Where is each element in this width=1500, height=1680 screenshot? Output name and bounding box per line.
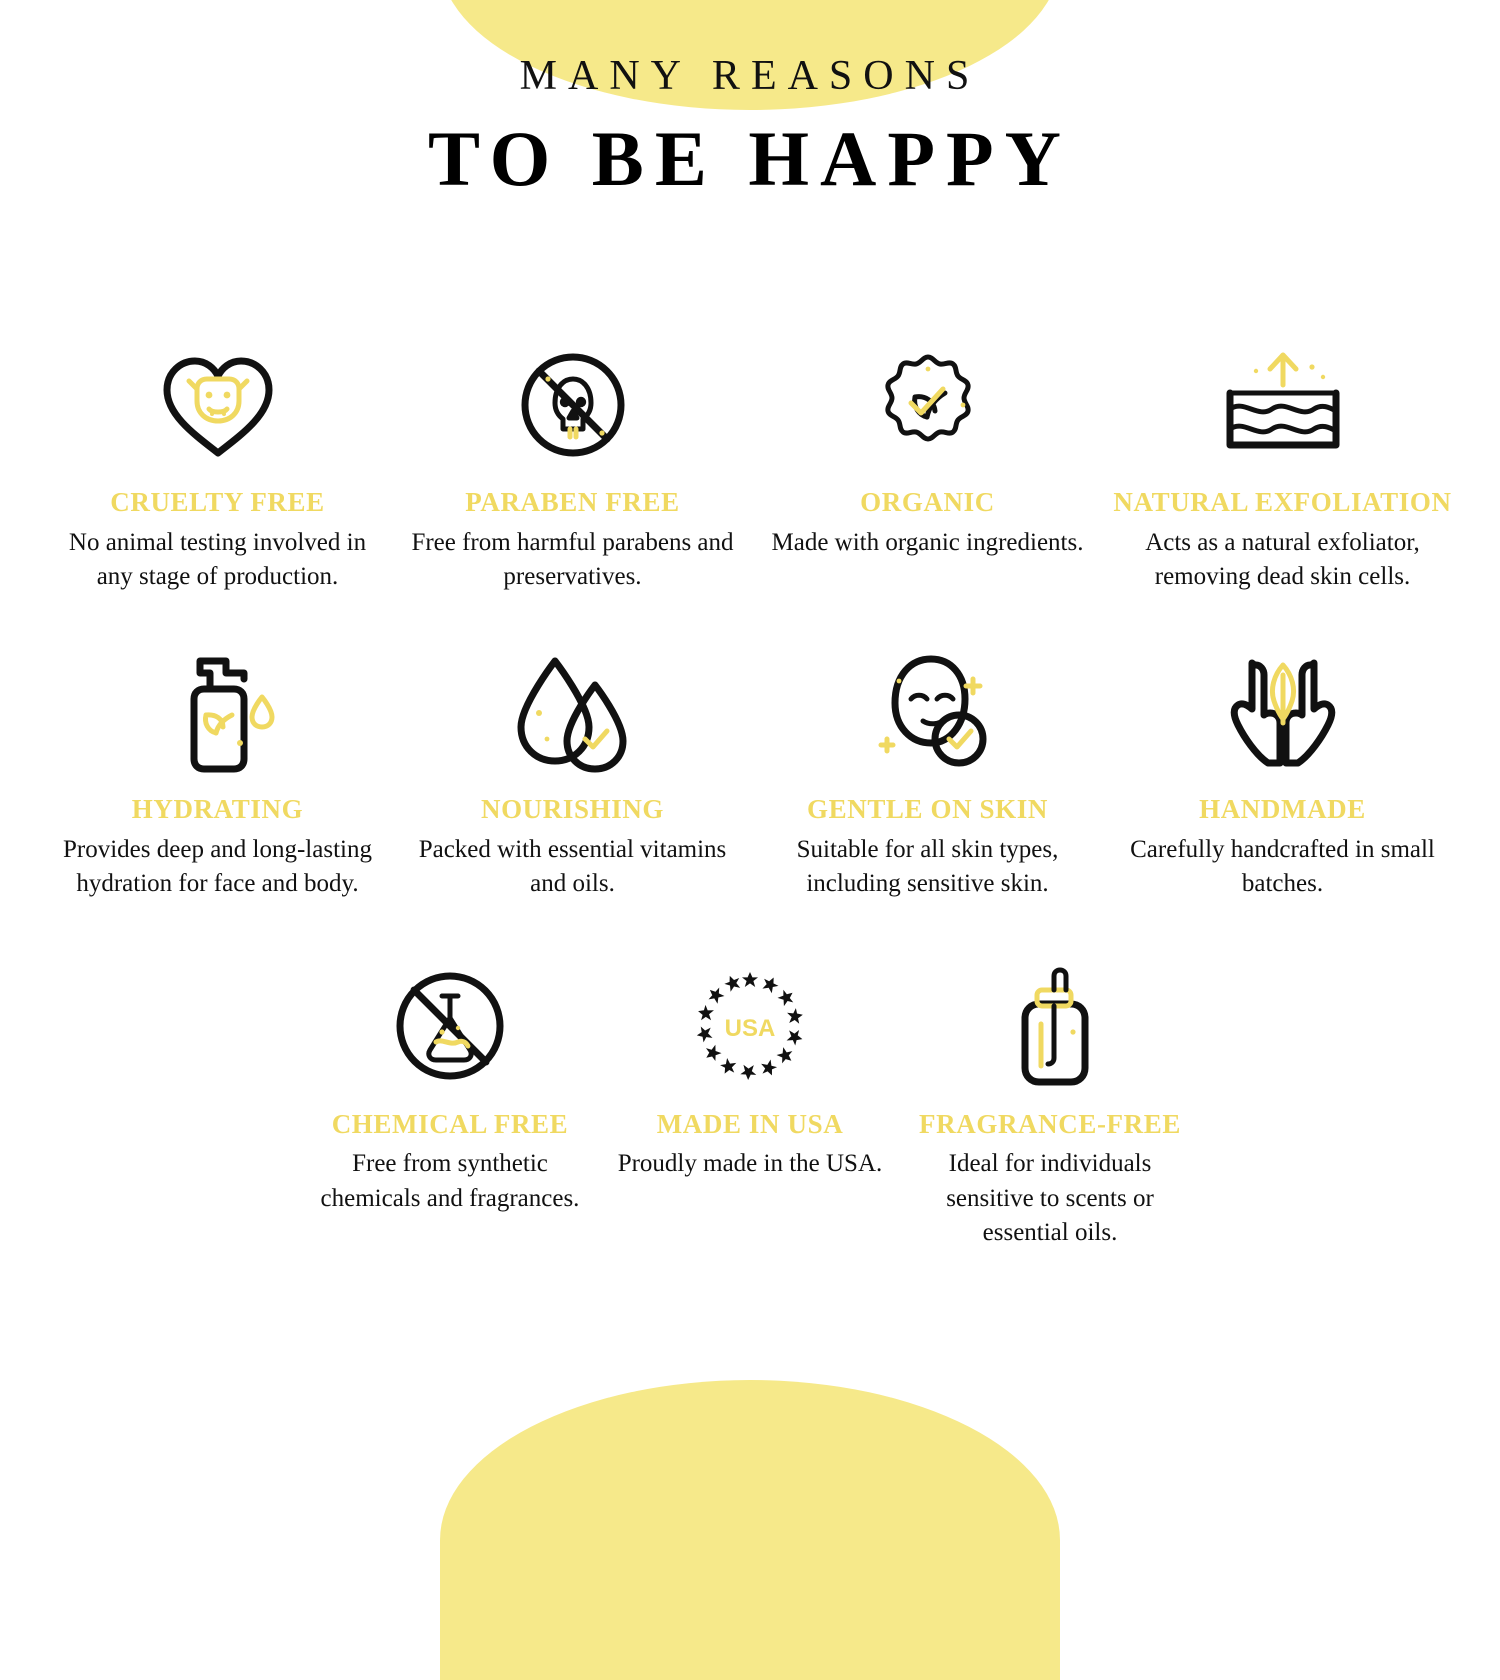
water-drops-check-icon (503, 647, 643, 777)
benefit-chemical-free (300, 962, 600, 1251)
benefits-row-3 (40, 962, 1460, 1251)
benefit-paraben-free (395, 340, 750, 595)
benefit-desc: Free from synthetic chemicals and fragrances. (320, 1150, 580, 1212)
dropper-bottle-icon (985, 962, 1115, 1092)
title-line-1: MANY REASONS (519, 53, 981, 99)
benefits-grid (40, 340, 1460, 1251)
organic-leaf-badge-icon (863, 340, 993, 470)
benefit-desc: Proudly made in the USA. (617, 1150, 883, 1178)
benefit-title: HANDMADE (1199, 793, 1366, 824)
benefit-desc: Suitable for all skin types, including sensitive skin. (796, 835, 1059, 897)
benefits-row-2 (40, 647, 1460, 902)
benefit-title: CHEMICAL FREE (331, 1108, 569, 1139)
benefit-organic (750, 340, 1105, 595)
title-line-2: TO BE HAPPY (428, 115, 1072, 202)
benefit-title: FRAGRANCE-FREE (919, 1108, 1181, 1139)
benefit-desc: Provides deep and long-lasting hydration for face and body. (63, 835, 372, 897)
benefit-desc: No animal testing involved in any stage of production. (68, 528, 367, 591)
benefit-natural-exfoliation (1105, 340, 1460, 595)
benefit-title: NOURISHING (480, 793, 665, 824)
benefit-fragrance-free (900, 962, 1200, 1251)
benefit-handmade (1105, 647, 1460, 902)
benefit-gentle-on-skin (750, 647, 1105, 902)
benefit-desc: Packed with essential vitamins and oils. (418, 835, 727, 897)
heart-cow-icon (153, 340, 283, 470)
benefit-desc: Carefully handcrafted in small batches. (1130, 835, 1435, 897)
benefit-title: GENTLE ON SKIN (807, 793, 1048, 824)
page-title (0, 0, 1500, 204)
benefit-made-in-usa (600, 962, 900, 1251)
made-in-usa-stars-icon (675, 962, 825, 1092)
benefit-title: CRUELTY FREE (110, 487, 325, 517)
benefit-desc: Made with organic ingredients. (771, 528, 1084, 556)
benefit-desc: Free from harmful parabens and preservatives. (411, 528, 734, 591)
benefit-nourishing (395, 647, 750, 902)
no-paraben-skull-icon (508, 340, 638, 470)
face-check-icon (853, 647, 1003, 777)
skin-layers-arrow-icon (1208, 340, 1358, 470)
benefit-cruelty-free (40, 340, 395, 595)
benefit-title: MADE IN USA (656, 1108, 844, 1139)
hands-leaf-icon (1208, 647, 1358, 777)
benefits-row-1 (40, 340, 1460, 595)
benefit-desc: Ideal for individuals sensitive to scents or essential oils. (946, 1150, 1154, 1247)
benefit-title: HYDRATING (131, 793, 304, 824)
benefit-desc: Acts as a natural exfoliator, removing dead skin cells. (1145, 528, 1420, 591)
no-chemical-flask-icon (380, 962, 520, 1092)
lotion-pump-bottle-icon (148, 647, 288, 777)
usa-icon-label: USA (724, 1014, 776, 1042)
benefit-title: ORGANIC (860, 487, 995, 517)
benefit-title: PARABEN FREE (465, 487, 680, 517)
benefit-title: NATURAL EXFOLIATION (1113, 487, 1452, 517)
benefit-hydrating (40, 647, 395, 902)
